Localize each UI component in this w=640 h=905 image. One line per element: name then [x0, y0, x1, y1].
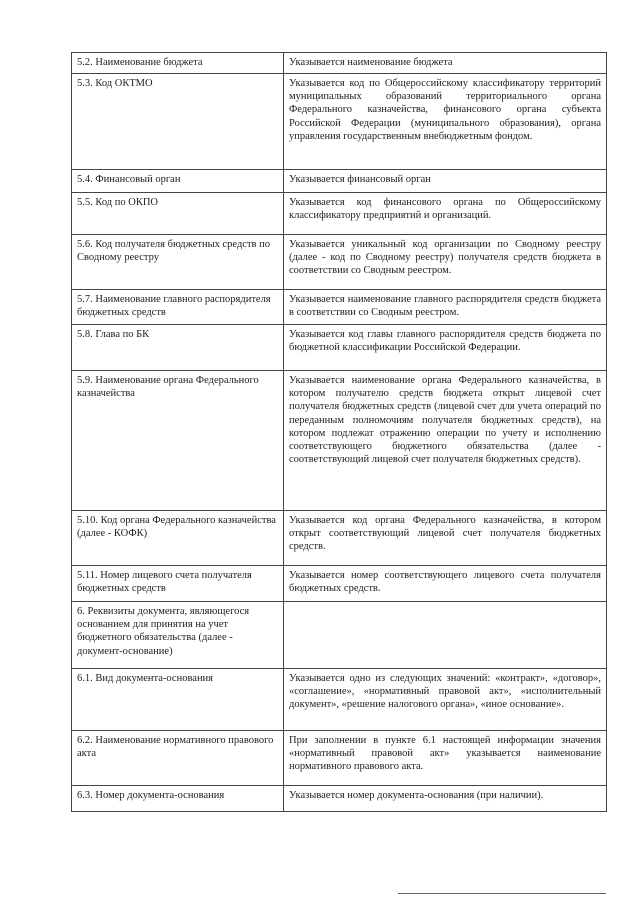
field-name: 5.6. Код получателя бюджетных средств по Сводному реестру — [72, 235, 284, 290]
table-row — [72, 371, 607, 511]
field-description: При заполнении в пункте 6.1 настоящей информации значения «нормативный правовой акт» указывается наименование нормативного правового акта. — [284, 731, 607, 786]
table-row — [72, 511, 607, 566]
field-description: Указывается наименование органа Федерального казначейства, в котором получателю средств бюджета открыт лицевой счет получателя бюджетных средств (лицевой счет для учета операций по переданным полномочиям получателя бюджетных средств), на котором подлежат отражению операции по учету и исполнению соответствующего бюджетного обязательства (далее - соответствующий лицевой счет получателя бюджетных средств). — [284, 371, 607, 511]
table-row — [72, 602, 607, 669]
field-name: 5.9. Наименование органа Федерального казначейства — [72, 371, 284, 511]
field-name: 6.2. Наименование нормативного правового акта — [72, 731, 284, 786]
table-row — [72, 786, 607, 812]
field-name: 6. Реквизиты документа, являющегося основанием для принятия на учет бюджетного обязательства (далее - документ-основание) — [72, 602, 284, 669]
field-description: Указывается наименование главного распорядителя средств бюджета в соответствии со Сводным реестром. — [284, 290, 607, 325]
field-description — [284, 602, 607, 669]
field-name: 5.4. Финансовый орган — [72, 170, 284, 193]
table-row — [72, 74, 607, 170]
table-row — [72, 53, 607, 74]
table-row — [72, 566, 607, 602]
field-description: Указывается наименование бюджета — [284, 53, 607, 74]
field-name: 5.3. Код ОКТМО — [72, 74, 284, 170]
field-name: 5.7. Наименование главного распорядителя бюджетных средств — [72, 290, 284, 325]
field-description: Указывается код главы главного распорядителя средств бюджета по бюджетной классификации Российской Федерации. — [284, 325, 607, 371]
table-row — [72, 731, 607, 786]
table-row — [72, 235, 607, 290]
field-description: Указывается номер соответствующего лицевого счета получателя бюджетных средств. — [284, 566, 607, 602]
table-row — [72, 325, 607, 371]
field-name: 5.10. Код органа Федерального казначейства (далее - КОФК) — [72, 511, 284, 566]
field-description: Указывается уникальный код организации по Сводному реестру (далее - код по Сводному реестру) получателя средств бюджета в соответствии со Сводным реестром. — [284, 235, 607, 290]
field-name: 6.3. Номер документа-основания — [72, 786, 284, 812]
field-name: 6.1. Вид документа-основания — [72, 669, 284, 731]
table-row — [72, 290, 607, 325]
table-row — [72, 669, 607, 731]
field-description: Указывается одно из следующих значений: «контракт», «договор», «соглашение», «нормативный правовой акт», «исполнительный документ», «решение налогового органа», «иное основание». — [284, 669, 607, 731]
field-name: 5.8. Глава по БК — [72, 325, 284, 371]
field-description: Указывается номер документа-основания (при наличии). — [284, 786, 607, 812]
field-name: 5.11. Номер лицевого счета получателя бюджетных средств — [72, 566, 284, 602]
requisites-table — [71, 52, 607, 812]
field-name: 5.2. Наименование бюджета — [72, 53, 284, 74]
field-description: Указывается код органа Федерального казначейства, в котором открыт соответствующий лицевой счет получателя бюджетных средств. — [284, 511, 607, 566]
field-description: Указывается код финансового органа по Общероссийскому классификатору предприятий и организаций. — [284, 193, 607, 235]
field-name: 5.5. Код по ОКПО — [72, 193, 284, 235]
table-row — [72, 193, 607, 235]
table-row — [72, 170, 607, 193]
footer-divider — [398, 893, 606, 894]
field-description: Указывается финансовый орган — [284, 170, 607, 193]
field-description: Указывается код по Общероссийскому классификатору территорий муниципальных образований территориального органа Федерального казначейства, финансового органа субъекта Российской Федерации (муниципального образования), органа управления государственным внебюджетным фондом. — [284, 74, 607, 170]
